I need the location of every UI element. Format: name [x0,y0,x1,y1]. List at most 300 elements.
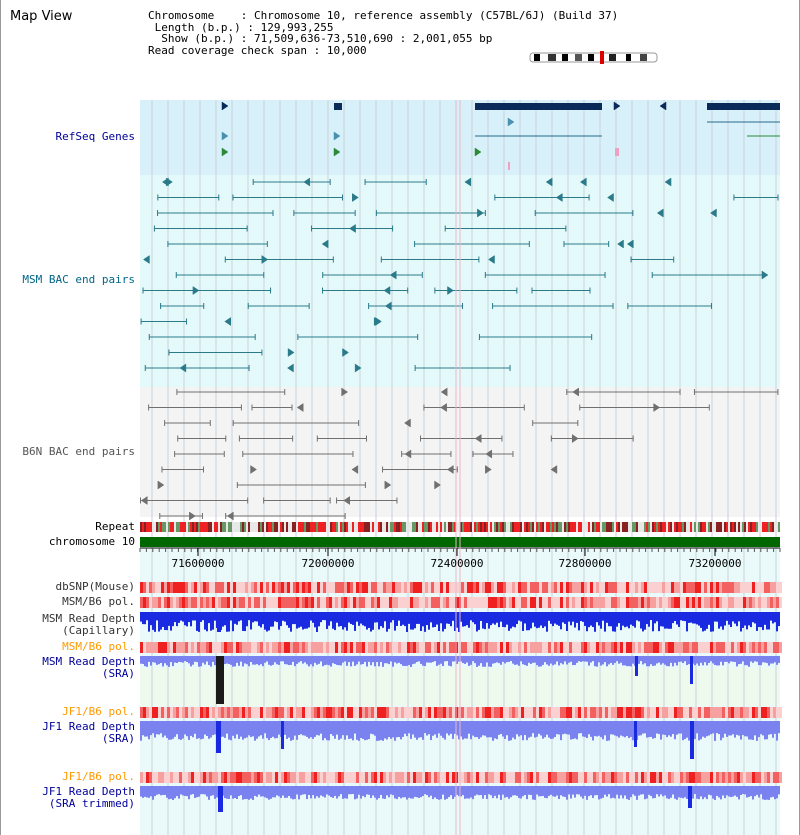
polymorphism-cell [506,707,509,718]
read-depth-bar [684,656,686,661]
read-depth-bar [764,721,766,739]
repeat-cell [726,522,728,532]
read-depth-bar [614,612,616,632]
read-depth-bar [336,612,338,623]
polymorphism-cell [743,707,746,718]
read-depth-bar [340,612,342,626]
read-depth-bar [686,656,688,665]
read-depth-bar [776,612,778,631]
polymorphism-cell [275,597,278,608]
polymorphism-cell [164,642,167,653]
polymorphism-cell [659,642,662,653]
read-depth-bar [336,786,338,799]
polymorphism-cell [173,582,176,593]
read-depth-bar [192,656,194,665]
polymorphism-cell [752,582,755,593]
repeat-cell [144,522,146,532]
read-depth-bar [184,612,186,625]
read-depth-bar [740,612,742,632]
read-depth-bar [210,612,212,631]
repeat-cell [632,522,634,532]
read-depth-bar [648,656,650,666]
repeat-cell [696,522,698,532]
read-depth-bar [542,656,544,665]
polymorphism-cell [323,597,326,608]
read-depth-bar [290,612,292,632]
repeat-cell [258,522,260,532]
read-depth-bar [516,721,518,734]
polymorphism-cell [407,582,410,593]
read-depth-bar [762,612,764,630]
polymorphism-cell [620,642,623,653]
polymorphism-cell [332,642,335,653]
polymorphism-cell [443,772,446,783]
read-depth-bar [434,656,436,661]
polymorphism-cell [635,642,638,653]
polymorphism-cell [152,582,155,593]
polymorphism-cell [371,642,374,653]
read-depth-bar [496,612,498,623]
read-depth-bar [372,721,374,734]
polymorphism-cell [485,642,488,653]
polymorphism-cell [326,597,329,608]
polymorphism-cell [248,707,251,718]
polymorphism-cell [221,772,224,783]
read-depth-bar [298,786,300,799]
read-depth-bar [150,786,152,796]
polymorphism-cell [623,597,626,608]
polymorphism-cell [362,582,365,593]
polymorphism-cell [566,707,569,718]
read-depth-bar [352,656,354,662]
polymorphism-cell [590,772,593,783]
read-depth-bar [774,721,776,734]
read-depth-bar [282,656,284,661]
polymorphism-cell [239,597,242,608]
read-depth-bar [398,656,400,663]
read-depth-bar [546,786,548,798]
read-depth-bar [540,612,542,626]
polymorphism-cell [392,707,395,718]
read-depth-bar [596,656,598,667]
read-depth-bar [768,612,770,629]
polymorphism-cell [353,597,356,608]
read-depth-bar [568,786,570,794]
read-depth-bar [408,656,410,665]
read-depth-bar [140,786,142,797]
read-depth-bar [580,786,582,797]
read-depth-bar [386,656,388,663]
read-depth-bar [382,612,384,628]
repeat-cell [422,522,424,532]
polymorphism-cell [296,597,299,608]
label-msm-depth-capillary: MSM Read Depth (Capillary) [42,612,135,637]
repeat-cell [194,522,196,532]
polymorphism-cell [629,582,632,593]
polymorphism-cell [242,707,245,718]
polymorphism-cell [494,597,497,608]
read-depth-bar [710,656,712,661]
read-depth-bar [252,721,254,736]
read-depth-bar [538,786,540,796]
read-depth-bar [490,612,492,625]
read-depth-bar [466,612,468,625]
polymorphism-cell [299,772,302,783]
polymorphism-cell [395,642,398,653]
polymorphism-cell [614,582,617,593]
read-depth-bar [508,721,510,741]
polymorphism-cell [467,597,470,608]
read-depth-bar [274,656,276,662]
read-depth-bar [160,721,162,733]
read-depth-bar [752,656,754,663]
read-depth-bar [236,656,238,663]
repeat-cell [302,522,304,532]
polymorphism-cell [296,582,299,593]
polymorphism-cell [380,582,383,593]
polymorphism-cell [284,582,287,593]
polymorphism-cell [707,582,710,593]
read-depth-bar [720,721,722,740]
read-depth-bar [248,786,250,800]
read-depth-bar [274,612,276,621]
polymorphism-cell [668,642,671,653]
polymorphism-cell [668,707,671,718]
polymorphism-cell [767,642,770,653]
read-depth-bar [414,786,416,797]
polymorphism-cell [329,642,332,653]
polymorphism-cell [434,582,437,593]
read-depth-bar [356,721,358,740]
polymorphism-cell [524,642,527,653]
read-depth-bar [154,721,156,738]
polymorphism-cell [677,707,680,718]
read-depth-bar [604,656,606,662]
label-jf1-depth-trimmed: JF1 Read Depth (SRA trimmed) [42,785,135,810]
polymorphism-cell [659,597,662,608]
polymorphism-cell [386,597,389,608]
read-depth-spike [217,612,221,632]
read-depth-bar [632,721,634,740]
polymorphism-cell [182,642,185,653]
read-depth-bar [408,612,410,624]
read-depth-bar [162,786,164,795]
repeat-cell [746,522,748,532]
repeat-cell [598,522,600,532]
read-depth-bar [684,721,686,739]
read-depth-bar [738,786,740,799]
repeat-cell [328,522,330,532]
polymorphism-cell [638,597,641,608]
polymorphism-cell [392,597,395,608]
polymorphism-cell [377,707,380,718]
polymorphism-cell [674,772,677,783]
read-depth-bar [714,721,716,741]
repeat-cell [532,522,534,532]
polymorphism-cell [386,707,389,718]
read-depth-bar [300,656,302,661]
polymorphism-cell [167,597,170,608]
polymorphism-cell [680,582,683,593]
repeat-cell [286,522,288,532]
polymorphism-cell [245,642,248,653]
polymorphism-cell [707,597,710,608]
read-depth-bar [770,656,772,664]
read-depth-bar [256,721,258,739]
polymorphism-cell [251,582,254,593]
polymorphism-cell [548,642,551,653]
read-depth-bar [320,612,322,622]
polymorphism-cell [542,642,545,653]
polymorphism-cell [599,707,602,718]
polymorphism-cell [776,707,779,718]
read-depth-bar [722,786,724,795]
chromosome-ideogram[interactable] [530,51,657,64]
read-depth-bar [488,656,490,667]
read-depth-bar [366,786,368,794]
polymorphism-cell [212,597,215,608]
read-depth-bar [558,612,560,626]
polymorphism-cell [167,642,170,653]
polymorphism-cell [509,642,512,653]
repeat-cell [630,522,632,532]
read-depth-bar [748,721,750,739]
polymorphism-cell [185,707,188,718]
read-depth-bar [606,786,608,797]
read-depth-bar [360,612,362,624]
read-depth-bar [576,612,578,623]
read-depth-bar [152,656,154,662]
polymorphism-cell [689,642,692,653]
polymorphism-cell [398,597,401,608]
read-depth-bar [386,612,388,632]
read-depth-bar [188,786,190,799]
read-depth-bar [352,612,354,625]
polymorphism-cell [692,772,695,783]
read-depth-bar [324,786,326,798]
read-depth-bar [152,612,154,630]
read-depth-bar [158,786,160,794]
polymorphism-cell [374,707,377,718]
polymorphism-cell [359,642,362,653]
read-depth-bar [548,721,550,738]
polymorphism-cell [173,707,176,718]
polymorphism-cell [221,582,224,593]
polymorphism-cell [485,707,488,718]
read-depth-bar [592,612,594,627]
repeat-cell [436,522,438,532]
read-depth-bar [444,656,446,661]
polymorphism-cell [476,772,479,783]
read-depth-bar [604,612,606,632]
read-depth-bar [620,612,622,630]
read-depth-bar [156,656,158,665]
read-depth-bar [166,721,168,738]
read-depth-bar [670,656,672,663]
read-depth-bar [410,656,412,667]
polymorphism-cell [581,707,584,718]
read-depth-bar [472,721,474,736]
label-msm-bac[interactable]: MSM BAC end pairs [22,273,135,286]
read-depth-bar [638,612,640,621]
read-depth-bar [170,786,172,799]
read-depth-bar [512,612,514,627]
read-depth-bar [260,656,262,664]
label-b6n-bac[interactable]: B6N BAC end pairs [22,445,135,458]
read-depth-bar [244,786,246,799]
polymorphism-cell [647,772,650,783]
polymorphism-cell [443,582,446,593]
polymorphism-cell [551,707,554,718]
polymorphism-cell [587,772,590,783]
polymorphism-cell [179,707,182,718]
repeat-cell [718,522,720,532]
read-depth-bar [290,656,292,665]
read-depth-bar [396,612,398,626]
polymorphism-cell [578,772,581,783]
read-depth-bar [512,656,514,664]
repeat-cell [148,522,150,532]
polymorphism-cell [425,597,428,608]
read-depth-bar [442,612,444,631]
repeat-cell [214,522,216,532]
read-depth-bar [618,612,620,623]
polymorphism-cell [278,772,281,783]
read-depth-bar [266,612,268,632]
read-depth-bar [276,721,278,738]
read-depth-bar [508,786,510,799]
read-depth-bar [414,721,416,738]
read-depth-bar [642,612,644,631]
read-depth-bar [280,786,282,798]
polymorphism-cell [635,597,638,608]
polymorphism-cell [380,707,383,718]
read-depth-bar [240,786,242,795]
read-depth-bar [414,656,416,664]
read-depth-bar [386,786,388,795]
repeat-cell [728,522,730,532]
read-depth-bar [638,656,640,664]
read-depth-bar [380,656,382,662]
repeat-cell [262,522,264,532]
read-depth-bar [390,612,392,622]
polymorphism-cell [311,582,314,593]
read-depth-bar [340,656,342,665]
read-depth-bar [270,612,272,627]
read-depth-bar [192,721,194,737]
read-depth-bar [440,786,442,799]
polymorphism-cell [527,582,530,593]
repeat-cell [628,522,630,532]
polymorphism-cell [152,642,155,653]
polymorphism-cell [377,597,380,608]
polymorphism-cell [626,642,629,653]
read-depth-bar [318,612,320,626]
polymorphism-cell [272,707,275,718]
polymorphism-cell [416,597,419,608]
read-depth-bar [616,656,618,661]
read-depth-bar [688,721,690,741]
polymorphism-cell [401,597,404,608]
polymorphism-cell [593,597,596,608]
read-depth-bar [198,786,200,797]
polymorphism-cell [710,772,713,783]
repeat-cell [592,522,594,532]
label-refseq-genes[interactable]: RefSeq Genes [55,130,135,143]
read-depth-bar [228,721,230,740]
polymorphism-cell [758,707,761,718]
read-depth-bar [498,721,500,735]
repeat-cell [356,522,358,532]
read-depth-bar [300,786,302,795]
polymorphism-cell [674,582,677,593]
read-depth-bar [750,612,752,627]
read-depth-bar [744,721,746,736]
polymorphism-cell [761,642,764,653]
read-depth-bar [206,656,208,662]
polymorphism-cell [380,597,383,608]
map-view-title: Map View [10,9,73,24]
read-depth-bar [404,786,406,797]
polymorphism-cell [758,772,761,783]
read-depth-bar [226,721,228,734]
read-depth-bar [328,786,330,796]
read-depth-bar [696,612,698,624]
polymorphism-cell [518,582,521,593]
read-depth-bar [578,721,580,733]
polymorphism-cell [479,772,482,783]
read-depth-bar [758,612,760,627]
read-depth-bar [448,656,450,666]
polymorphism-cell [428,582,431,593]
repeat-cell [438,522,440,532]
polymorphism-cell [650,582,653,593]
read-depth-bar [392,656,394,667]
polymorphism-cell [671,642,674,653]
read-depth-bar [622,612,624,626]
read-depth-bar [542,612,544,628]
read-depth-bar [576,656,578,663]
polymorphism-cell [683,642,686,653]
repeat-cell [528,522,530,532]
polymorphism-cell [713,642,716,653]
polymorphism-cell [374,772,377,783]
read-depth-bar [446,786,448,799]
read-depth-bar [576,786,578,794]
polymorphism-cell [275,707,278,718]
repeat-cell [212,522,214,532]
read-depth-bar [734,721,736,738]
read-depth-bar [286,656,288,664]
polymorphism-cell [719,772,722,783]
read-depth-bar [568,656,570,663]
read-depth-bar [424,721,426,733]
read-depth-spike [690,721,694,759]
polymorphism-cell [293,597,296,608]
read-depth-bar [574,786,576,798]
read-depth-bar [744,656,746,665]
polymorphism-cell [725,772,728,783]
read-depth-bar [756,612,758,631]
repeat-cell [444,522,446,532]
polymorphism-cell [554,642,557,653]
read-depth-bar [416,786,418,797]
polymorphism-cell [536,642,539,653]
polymorphism-cell [512,772,515,783]
repeat-cell [462,522,464,532]
polymorphism-cell [368,582,371,593]
polymorphism-cell [551,642,554,653]
